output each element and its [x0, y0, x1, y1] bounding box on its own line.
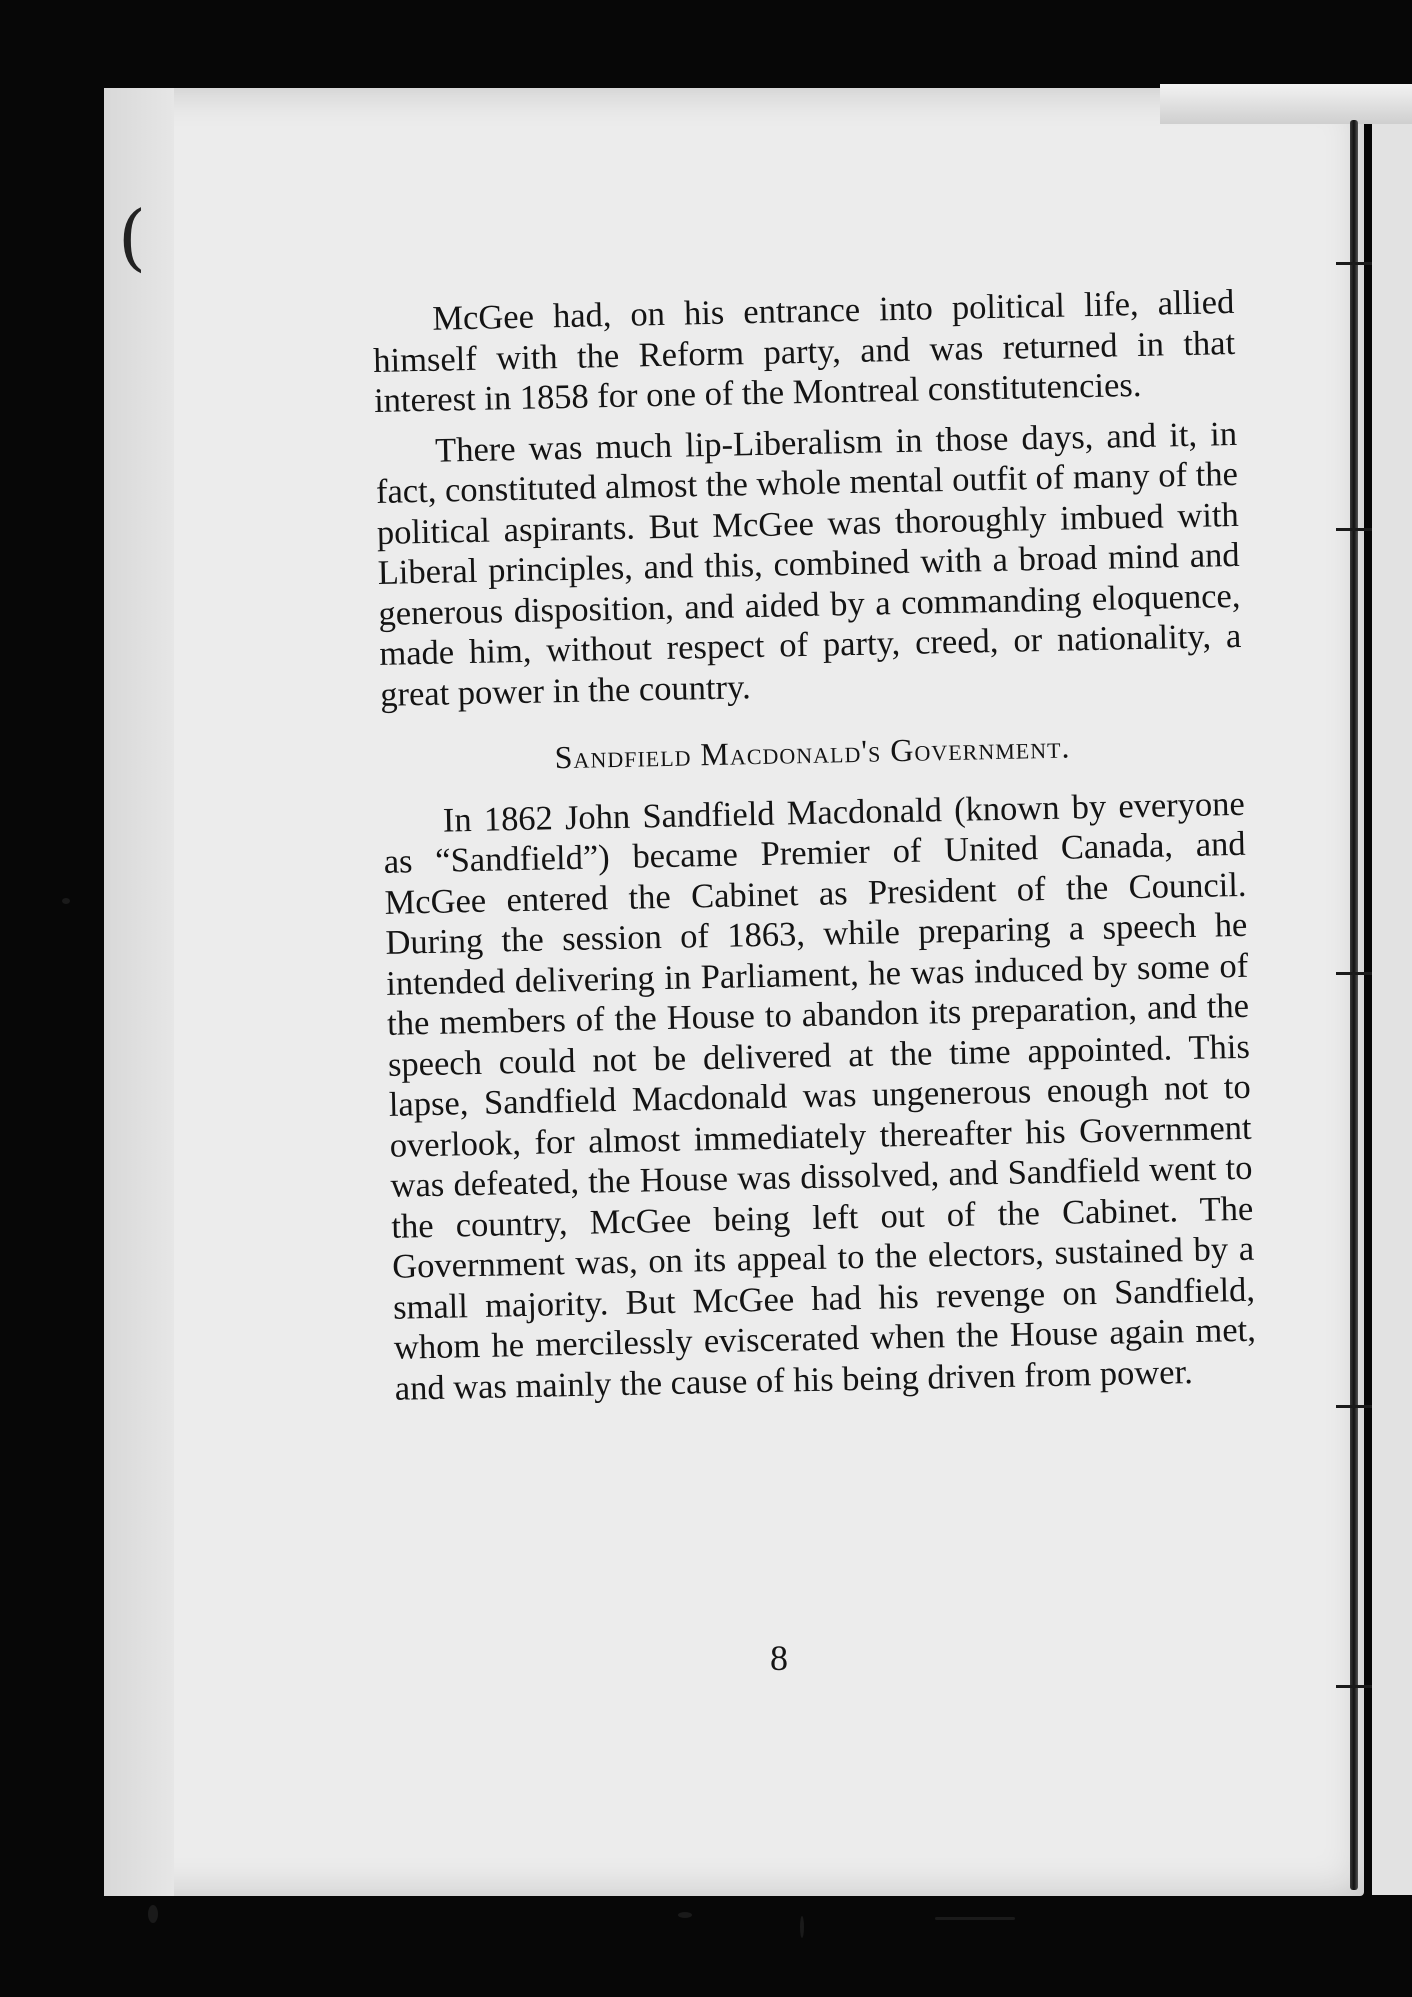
- dust-speck: [935, 1917, 1015, 1920]
- binding-stitch: [1336, 1405, 1372, 1408]
- binding-stitch: [1336, 528, 1372, 531]
- dust-speck: [62, 898, 70, 904]
- dust-speck: [800, 1916, 804, 1938]
- binding-stitch: [1336, 262, 1372, 265]
- page-body-text: [372, 282, 1257, 1419]
- paragraph: In 1862 John Sandfield Macdonald (known by everyone as “Sandfield”) became Premier of United Canada, and McGee entered the Cabinet as President of the Council. During the session of 1863, while preparing a speech he intended delivering in Parliament, he was induced by some of the members of the House to abandon its preparation, and the speech could not be delivered at the time appointed. This lapse, Sandfield Macdonald was ungenerous enough not to overlook, for almost immediately thereafter his Government was defeated, the House was dissolved, and Sandfield went to the country, McGee being left out of the Cabinet. The Government was, on its appeal to the electors, sustained by a small majority. But McGee had his revenge on Sandfield, whom he mercilessly eviscerated when the House again met, and was mainly the cause of his being driven from power.: [383, 784, 1257, 1408]
- binding-stitch: [1336, 972, 1372, 975]
- paragraph: McGee had, on his entrance into political life, allied himself with the Reform party, and was returned in that interest in 1858 for one of the Montreal constitutencies.: [372, 282, 1236, 420]
- section-heading: Sandfield Macdonald's Government.: [554, 728, 1071, 776]
- page-number: 8: [770, 1638, 788, 1678]
- margin-mark: (: [118, 195, 147, 279]
- facing-page-edge: [1372, 95, 1412, 1895]
- page-corner-shadow: [1160, 84, 1412, 124]
- book-binding: [1350, 120, 1358, 1890]
- binding-stitch: [1336, 1685, 1372, 1688]
- page-gutter-shade: [104, 88, 174, 1896]
- dust-speck: [678, 1912, 692, 1918]
- dust-speck: [148, 1905, 158, 1923]
- paragraph: There was much lip-Liberalism in those days, and it, in fact, constituted almost the whole mental outfit of many of the political aspirants. But McGee was thoroughly imbued with Liberal principles, and this, combined with a broad mind and generous disposition, and aided by a commanding eloquence, made him, without respect of party, creed, or nationality, a great power in the country.: [375, 414, 1242, 714]
